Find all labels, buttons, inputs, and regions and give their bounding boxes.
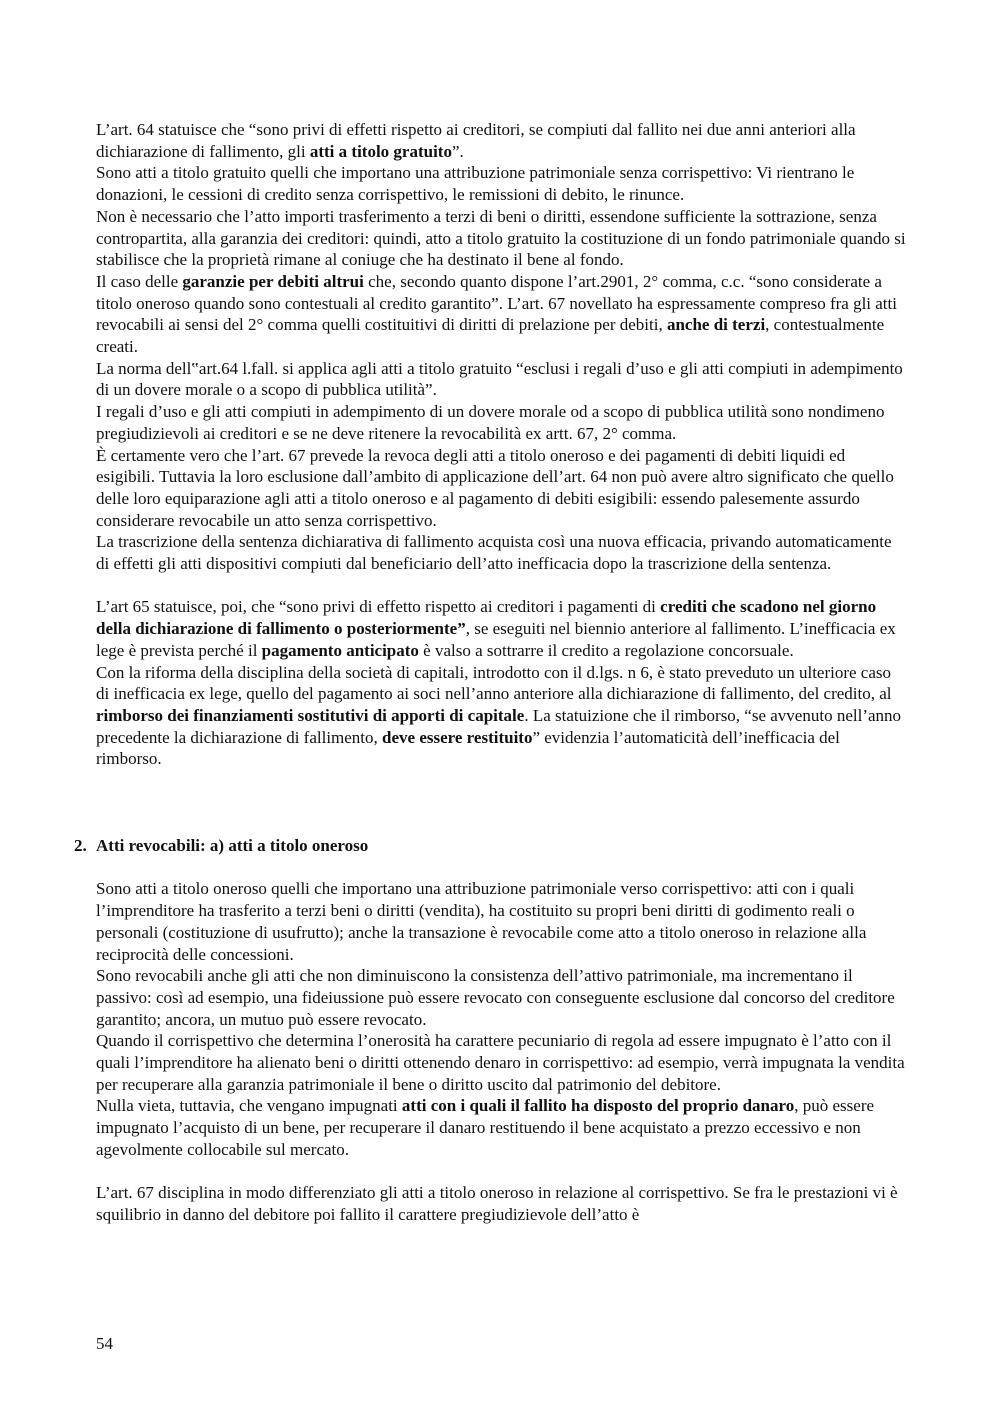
paragraph xyxy=(96,596,908,661)
paragraph xyxy=(96,1030,908,1095)
text-run: è valso a sottrarre il credito a regolazione concorsuale. xyxy=(418,640,794,660)
section-title: Atti revocabili: a) atti a titolo oneroso xyxy=(96,836,369,856)
text-run: La trascrizione della sentenza dichiarativa di fallimento acquista così una nuova efficacia, privando automaticamente di effetti gli atti dispositivi compiuti dal beneficiario dell’atto inefficacia dopo la trascrizione della sentenza. xyxy=(96,532,892,574)
text-run: Sono atti a titolo gratuito quelli che importano una attribuzione patrimoniale senza corrispettivo: Vi rientrano le donazioni, le cessioni di credito senza corrispettivo, le remissioni di debito, le rinunce. xyxy=(96,163,855,205)
section-number: 2. xyxy=(74,836,87,856)
paragraph xyxy=(96,1095,908,1160)
section-gap xyxy=(96,770,908,835)
section-heading xyxy=(74,835,908,857)
bold-text: deve essere restituito xyxy=(382,727,533,747)
text-run: Sono atti a titolo oneroso quelli che importano una attribuzione patrimoniale verso corrispettivo: atti con i quali l’imprenditore ha trasferito a terzi beni o diritti (vendita), ha costituito su propri beni diritti di godimento reali o personali (costituzione di usufrutto); anche la transazione è revocabile come atto a titolo oneroso in relazione alla reciprocità delle concessioni. xyxy=(96,879,867,964)
text-run: La norma dell‟art.64 l.fall. si applica agli atti a titolo gratuito “esclusi i regali d’uso e gli atti compiuti in adempimento di un dovere morale o a scopo di pubblica utilità”. xyxy=(96,358,903,400)
text-run: Con la riforma della disciplina della società di capitali, introdotto con il d.lgs. n 6, è stato preveduto un ulteriore caso di inefficacia ex lege, quello del pagamento ai soci nell’anno anteriore alla dichiarazione di fallimento, del credito, al xyxy=(96,662,892,704)
text-run: I regali d’uso e gli atti compiuti in adempimento di un dovere morale od a scopo di pubblica utilità sono nondimeno pregiudizievoli ai creditori e se ne deve ritenere la revocabilità ex artt. 67, 2° comma. xyxy=(96,402,885,443)
paragraph xyxy=(96,206,908,271)
text-run: L’art 65 statuisce, poi, che “sono privi di effetto rispetto ai creditori i pagamenti di xyxy=(96,597,661,617)
paragraph-group-1 xyxy=(96,119,908,575)
paragraph-gap xyxy=(96,1161,908,1183)
paragraph xyxy=(96,531,908,574)
paragraph-group-3 xyxy=(96,878,908,1160)
text-run: , contestualmente creati. xyxy=(96,315,885,357)
text-run: che, secondo quanto dispone l’art.2901, 2° comma, c.c. “sono considerate a titolo oneroso quando sono contestuali al credito garantito”. L’art. 67 novellato ha espressamente compreso fra gli atti revocabili ai sensi del 2° comma quelli costituitivi di diritti di prelazione per debiti, xyxy=(96,271,897,335)
text-run: Nulla vieta, tuttavia, che vengano impugnati xyxy=(96,1096,402,1116)
bold-text: anche di terzi xyxy=(666,315,766,335)
text-run: , può essere impugnato l’acquisto di un bene, per recuperare il danaro restituendo il bene acquistato a prezzo eccessivo e non agevolmente collocabile sul mercato. xyxy=(96,1096,875,1159)
paragraph xyxy=(96,878,908,965)
text-run: L’art. 67 disciplina in modo differenziato gli atti a titolo oneroso in relazione al corrispettivo. Se fra le prestazioni vi è squilibrio in danno del debitore poi fallito il carattere pregiudizievole dell’atto è xyxy=(96,1183,898,1224)
text-run: ” evidenzia l’automaticità dell’inefficacia del rimborso. xyxy=(96,727,840,769)
paragraph-gap xyxy=(96,575,908,597)
bold-text: atti a titolo gratuito xyxy=(309,141,452,161)
bold-text: crediti che scadono nel giorno della dichiarazione di fallimento o posteriormente” xyxy=(96,597,877,639)
text-run: Quando il corrispettivo che determina l’onerosità ha carattere pecuniario di regola ad essere impugnato è l’atto con il quali l’imprenditore ha alienato beni o diritti ottenendo denaro in corrispettivo: ad esempio, verrà impugnata la vendita per recuperare alla garanzia patrimoniale il bene o diritto uscito dal patrimonio del debitore. xyxy=(96,1031,905,1094)
paragraph xyxy=(96,662,908,771)
paragraph xyxy=(96,1182,908,1225)
text-run: È certamente vero che l’art. 67 prevede la revoca degli atti a titolo oneroso e dei pagamenti di debiti liquidi ed esigibili. Tuttavia la loro esclusione dall’ambito di applicazione dell’art. 64 non può avere altro significato che quello delle loro equiparazione agli atti a titolo oneroso e al pagamento di debiti esigibili: essendo palesemente assurdo considerare revocabile un atto senza corrispettivo. xyxy=(96,445,894,530)
page-body xyxy=(74,119,908,1226)
paragraph xyxy=(96,445,908,532)
paragraph xyxy=(96,162,908,205)
bold-text: atti con i quali il fallito ha disposto del proprio danaro xyxy=(401,1096,795,1116)
text-run: L’art. 64 statuisce che “sono privi di effetti rispetto ai creditori, se compiuti dal fallito nei due anni anteriori alla dichiarazione di fallimento, gli xyxy=(96,120,856,161)
bold-text: pagamento anticipato xyxy=(261,640,419,660)
bold-text: rimborso dei finanziamenti sostitutivi di apporti di capitale xyxy=(96,705,525,725)
paragraph-group-2 xyxy=(96,596,908,770)
paragraph-group-4 xyxy=(96,1182,908,1225)
text-run: Il caso delle xyxy=(96,271,183,291)
page-number: 54 xyxy=(96,1334,113,1353)
paragraph xyxy=(96,358,908,401)
text-run: Non è necessario che l’atto importi trasferimento a terzi di beni o diritti, essendone sufficiente la sottrazione, senza contropartita, alla garanzia dei creditori: quindi, atto a titolo gratuito la costituzione di un fondo patrimoniale quando si stabilisce che la proprietà rimane al coniuge che ha destinato il bene al fondo. xyxy=(96,206,906,270)
paragraph xyxy=(96,965,908,1030)
text-run: , se eseguiti nel biennio anteriore al fallimento. L’inefficacia ex lege è prevista perché il xyxy=(96,619,896,660)
paragraph xyxy=(96,401,908,444)
paragraph xyxy=(96,119,908,162)
heading-gap xyxy=(96,857,908,879)
text-run: ”. xyxy=(451,141,464,161)
text-run: Sono revocabili anche gli atti che non diminuiscono la consistenza dell’attivo patrimoniale, ma incrementano il passivo: così ad esempio, una fideiussione può essere revocato con conseguente esclusione dal concorso del creditore garantito; ancora, un mutuo può essere revocato. xyxy=(96,966,895,1029)
paragraph xyxy=(96,271,908,358)
text-run: . La statuizione che il rimborso, “se avvenuto nell’anno precedente la dichiarazione di fallimento, xyxy=(96,705,902,747)
bold-text: garanzie per debiti altrui xyxy=(182,271,364,291)
